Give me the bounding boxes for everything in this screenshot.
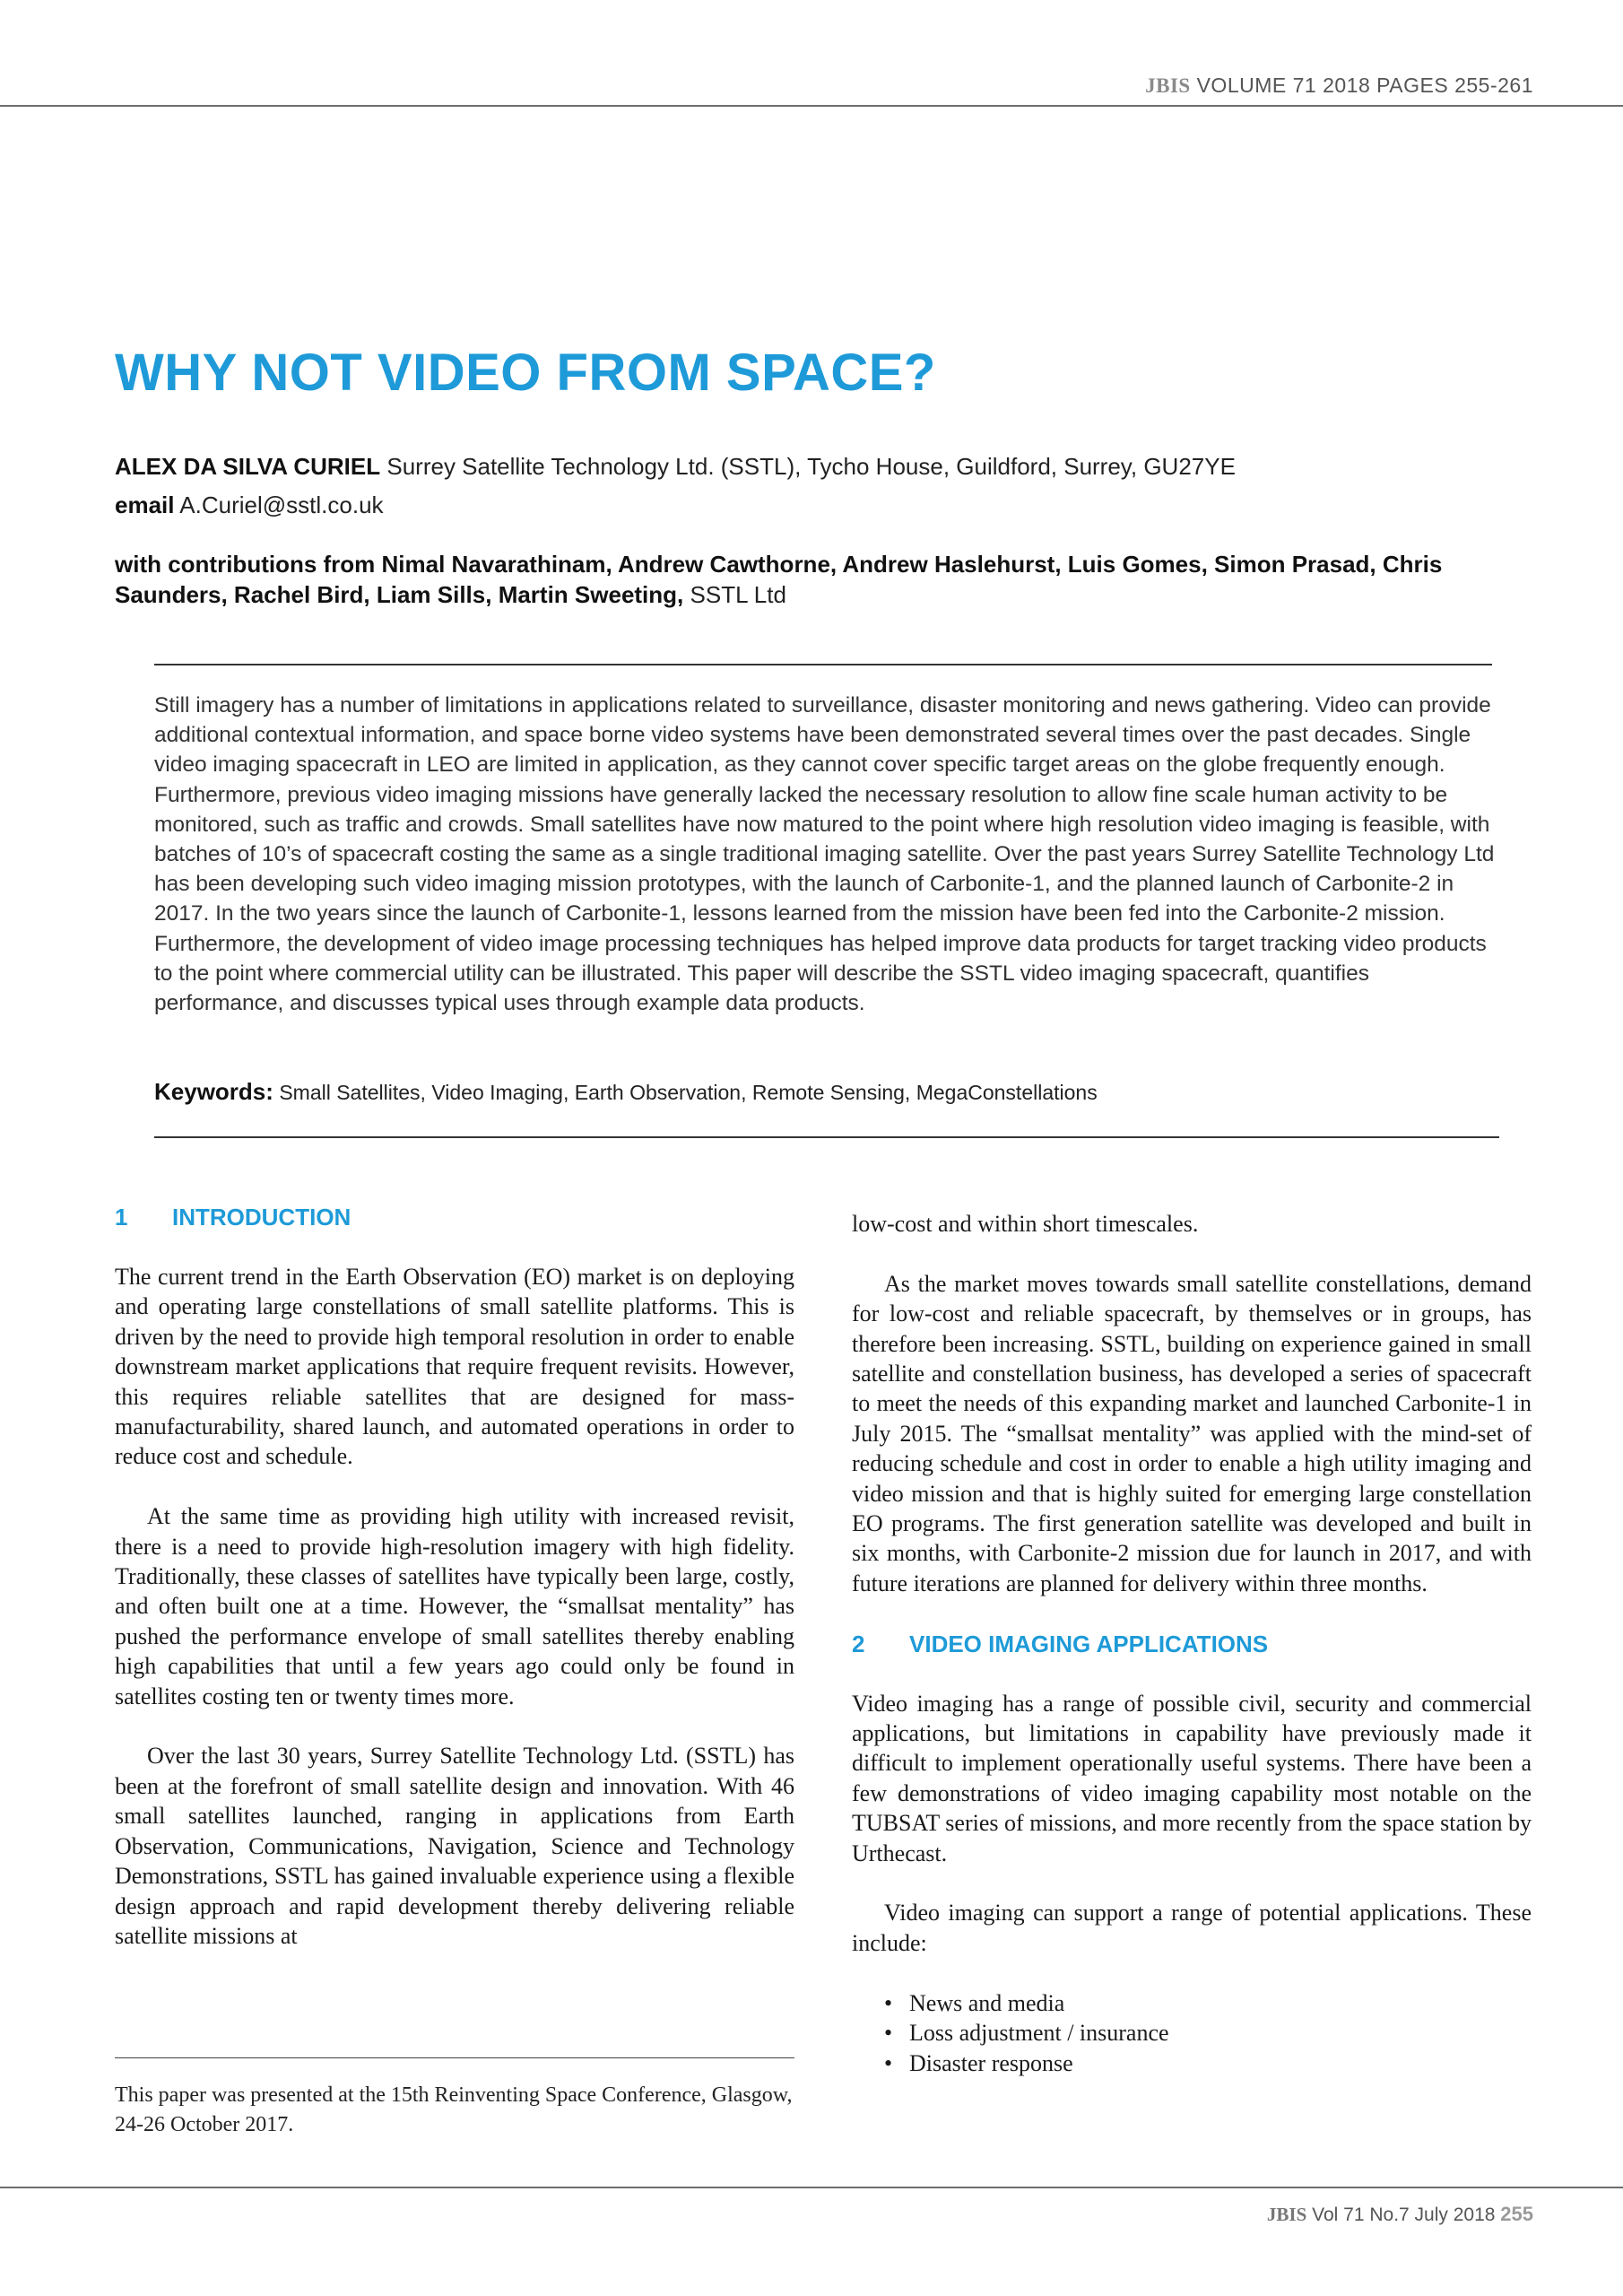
footnote: This paper was presented at the 15th Reinventing Space Conference, Glasgow, 24-26 October 2017. (115, 2083, 793, 2136)
footer-issue: Vol 71 No.7 July 2018 (1312, 2205, 1496, 2225)
section-title: INTRODUCTION (172, 1204, 352, 1231)
footnote-divider (115, 2057, 794, 2058)
body-column-right (852, 1209, 1532, 2078)
bullet-icon: • (884, 2049, 893, 2076)
section-heading (852, 1629, 1532, 1659)
paragraph: Video imaging has a range of possible civil, security and commercial applications, but limitations in capability have previously made it difficult to implement operationally useful systems. There have been a few demonstrations of video imaging capability most notable on the TUBSAT series of missions, and more recently from the space station by Urthecast. (852, 1690, 1532, 1866)
abstract-top-divider (154, 664, 1492, 665)
contributor-org: SSTL Ltd (690, 581, 786, 608)
email-label: email (115, 491, 175, 518)
author-email: A.Curiel@sstl.co.uk (179, 491, 384, 518)
page-number: 255 (1500, 2203, 1533, 2225)
list-item-text: News and media (909, 1989, 1065, 2016)
keywords-text: Small Satellites, Video Imaging, Earth Observation, Remote Sensing, MegaConstellations (279, 1081, 1098, 1104)
abstract-bottom-divider (154, 1136, 1499, 1138)
paragraph: Over the last 30 years, Surrey Satellite Technology Ltd. (SSTL) has been at the forefront of small satellite design and innovation. With 46 small satellites launched, ranging in applications from Earth Observation, Communications, Navigation, Science and Technology Demonstrations, SSTL has gained invaluable experience using a flexible design approach and rapid development thereby delivering reliable satellite missions at (115, 1743, 794, 1949)
header-divider (0, 105, 1623, 107)
list-item-text: Loss adjustment / insurance (909, 2020, 1169, 2047)
citation-text: VOLUME 71 2018 PAGES 255-261 (1196, 74, 1533, 97)
section-title: VIDEO IMAGING APPLICATIONS (909, 1630, 1269, 1657)
section-number: 2 (852, 1630, 865, 1657)
list-item (884, 2018, 1532, 2048)
email-line (115, 491, 384, 519)
footer-divider (0, 2187, 1623, 2188)
paper-title: WHY NOT VIDEO FROM SPACE? (115, 344, 936, 402)
paragraph: The current trend in the Earth Observation (EO) market is on deploying and operating large constellations of small satellite platforms. This is driven by the need to provide high temporal resolution in order to enable downstream market applications that require frequent revisits. However, this requires reliable satellites that are designed for mass-manufacturability, shared launch, and automated operations in order to reduce cost and schedule. (115, 1264, 794, 1470)
paragraph: At the same time as providing high utility with increased revisit, there is a need to provide high-resolution imagery with high fidelity. Traditionally, these classes of satellites have typically been large, costly, and often built one at a time. However, the “smallsat mentality” has pushed the performance envelope of small satellites thereby enabling high capabilities that until a few years ago could only be found in satellites costing ten or twenty times more. (115, 1503, 794, 1709)
paragraph: Video imaging can support a range of potential applications. These include: (852, 1900, 1532, 1956)
body-column-left (115, 1202, 794, 1981)
paragraph: As the market moves towards small satellite constellations, demand for low-cost and reliable spacecraft, by themselves or in groups, has therefore been increasing. SSTL, building on experience gained in small satellite and constellation business, has developed a series of spacecraft to meet the needs of this expanding market and launched Carbonite-1 in July 2015. The “smallsat mentality” was applied with the mind-set of reducing schedule and cost in order to enable a high utility imaging and video mission and that is highly suited for emerging large constellation EO programs. The first generation satellite was developed and built in six months, with Carbonite-2 mission due for launch in 2017, and with future iterations are planned for delivery within three months. (852, 1270, 1532, 1596)
list-item (884, 2048, 1532, 2078)
keywords-line (154, 1078, 1098, 1106)
contributor-names: with contributions from Nimal Navarathinam, Andrew Cawthorne, Andrew Haslehurst, Luis Gomes, Simon Prasad, Chris Saunders, Rachel Bird, Liam Sills, Martin Sweeting, (115, 551, 1443, 608)
bullet-icon: • (884, 1989, 893, 2016)
section-number: 1 (115, 1204, 128, 1231)
journal-name: JBIS (1145, 74, 1191, 97)
paragraph: low-cost and within short timescales. (852, 1211, 1199, 1237)
abstract-text: Still imagery has a number of limitations in applications related to surveillance, disaster monitoring and news gathering. Video can provide additional contextual information, and space borne video systems have been demonstrated several times over the past decades. Single video imaging spacecraft in LEO are limited in application, as they cannot cover specific target areas on the globe frequently enough. Furthermore, previous video imaging missions have generally lacked the necessary resolution to allow fine scale human activity to be monitored, such as traffic and crowds. Small satellites have now matured to the point where high resolution video imaging is feasible, with batches of 10’s of spacecraft costing the same as a single traditional imaging satellite. Over the past years Surrey Satellite Technology Ltd has been developing such video imaging mission prototypes, with the launch of Carbonite-1, and the planned launch of Carbonite-2 in 2017. In the two years since the launch of Carbonite-1, lessons learned from the mission have been fed into the Carbonite-2 mission. Furthermore, the development of video image processing techniques has helped improve data products for target tracking video products to the point where commercial utility can be illustrated. This paper will describe the SSTL video imaging spacecraft, quantifies performance, and discusses typical uses through example data products. (154, 693, 1495, 1016)
author-affiliation: Surrey Satellite Technology Ltd. (SSTL), Tycho House, Guildford, Surrey, GU27YE (386, 453, 1236, 480)
running-header (1145, 74, 1533, 98)
footer-journal: JBIS (1266, 2204, 1307, 2225)
keywords-label: Keywords: (154, 1078, 273, 1105)
list-item-text: Disaster response (909, 2049, 1073, 2076)
author-name: ALEX DA SILVA CURIEL (115, 453, 381, 480)
list-item (884, 1988, 1532, 2018)
running-footer (1267, 2203, 1533, 2226)
application-list (852, 1988, 1532, 2078)
section-heading (115, 1202, 794, 1232)
contributors (115, 549, 1514, 610)
author-line (115, 453, 1236, 481)
bullet-icon: • (884, 2020, 893, 2047)
